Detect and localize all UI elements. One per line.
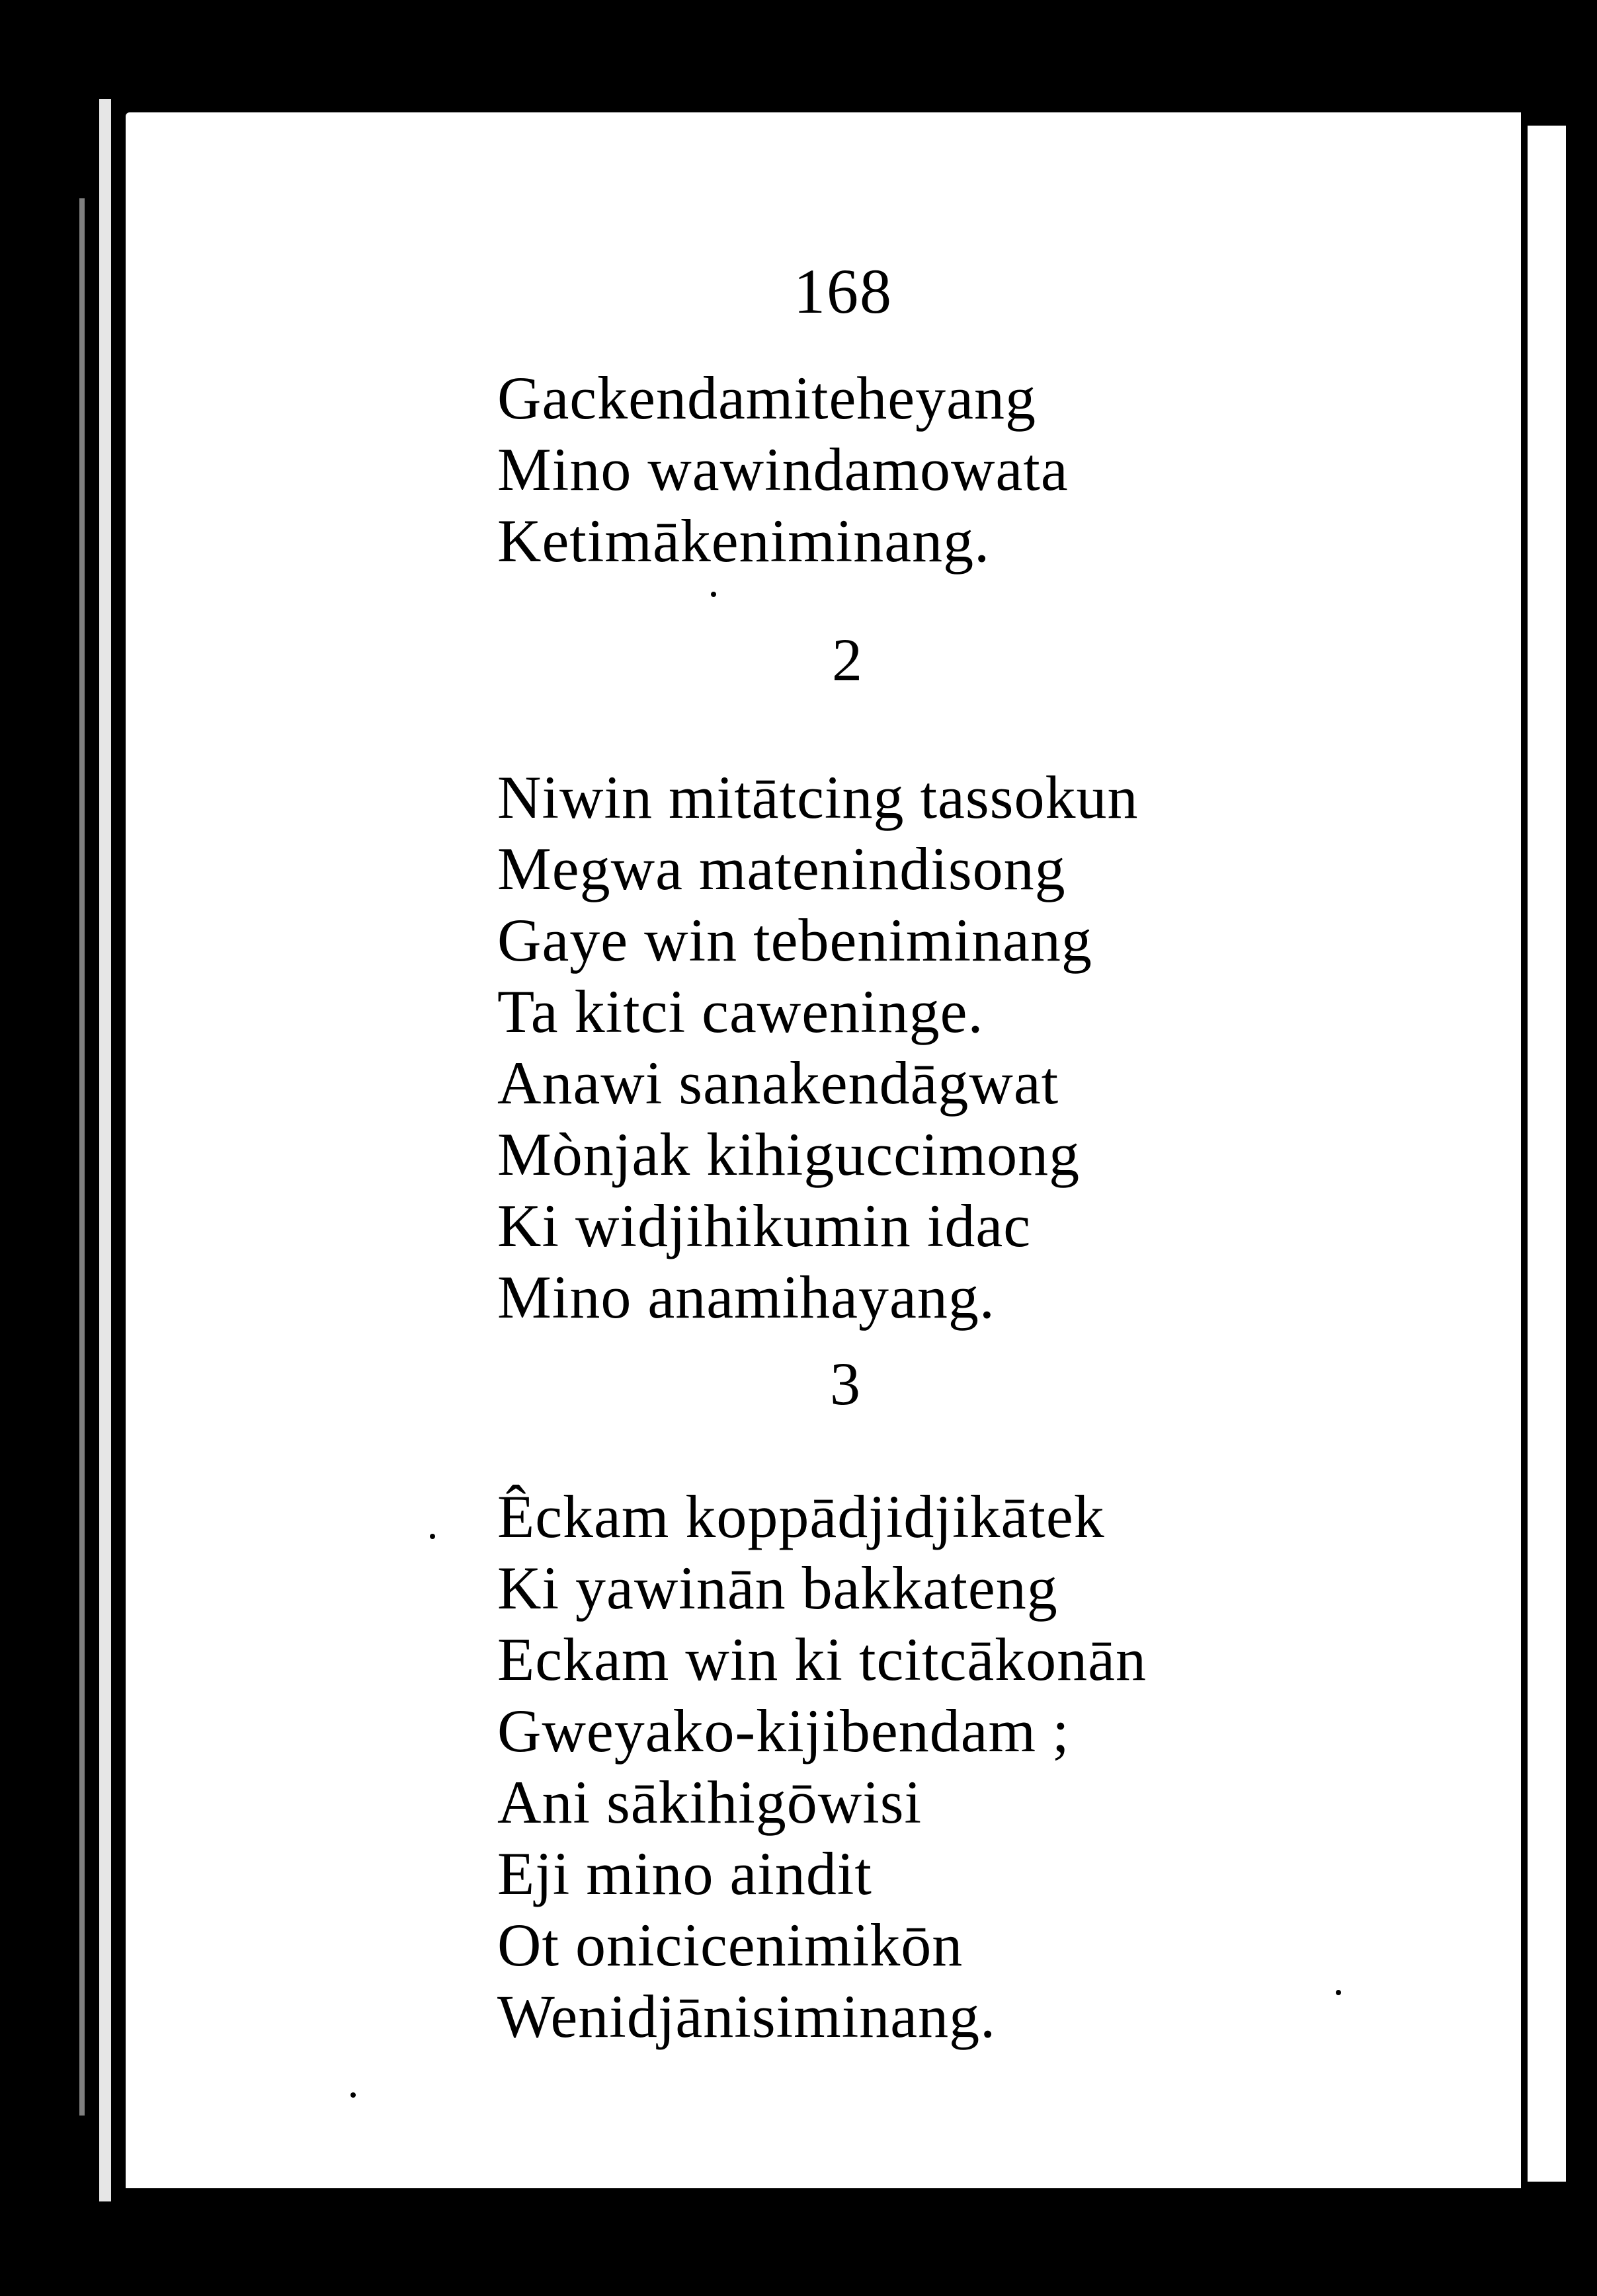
stanza-2 (497, 762, 1138, 1333)
verse-line: Niwin mitātcing tassokun (497, 764, 1139, 831)
verse-line: Eji mino aindit (497, 1840, 872, 1907)
verse-line: Gaye win tebeniminang (497, 906, 1092, 974)
scan-speck (711, 592, 716, 597)
book-gutter-shadow (79, 198, 85, 2116)
stanza-number: 2 (832, 626, 862, 693)
verse-line: Ta kitci caweninge. (497, 978, 984, 1045)
verse-line: Eckam win ki tcitcākonān (497, 1626, 1147, 1693)
verse-line: Ketimākeniminang. (497, 507, 991, 574)
verse-line: Anawi sanakendāgwat (497, 1049, 1059, 1117)
stanza-3 (497, 1481, 1147, 2052)
page-number: 168 (794, 256, 893, 327)
verse-line: Gackendamiteheyang (497, 364, 1036, 432)
verse-line: Wenidjānisiminang. (497, 1983, 997, 2050)
scan-speck (1336, 1990, 1341, 1995)
right-page-edge (1526, 126, 1566, 2182)
verse-line: Mino wawindamowata (497, 436, 1069, 503)
verse-line: Ani sākihigōwisi (497, 1768, 922, 1836)
stanza-continuation (497, 362, 1069, 576)
scan-speck (350, 2092, 356, 2098)
scan-speck (430, 1534, 435, 1539)
verse-line: Ki widjihikumin idac (497, 1192, 1032, 1259)
right-page-edge-line (1521, 126, 1528, 2182)
verse-line: Gweyako-kijibendam ; (497, 1697, 1070, 1764)
verse-line: Ki yawinān bakkateng (497, 1554, 1058, 1622)
verse-line: Êckam koppādjidjikātek (497, 1483, 1105, 1550)
book-gutter-edge (99, 99, 111, 2201)
stanza-number: 3 (830, 1350, 860, 1417)
verse-line: Megwa matenindisong (497, 835, 1066, 902)
verse-line: Mònjak kihiguccimong (497, 1121, 1081, 1188)
verse-line: Ot onicicenimikōn (497, 1911, 963, 1979)
verse-line: Mino anamihayang. (497, 1263, 995, 1331)
